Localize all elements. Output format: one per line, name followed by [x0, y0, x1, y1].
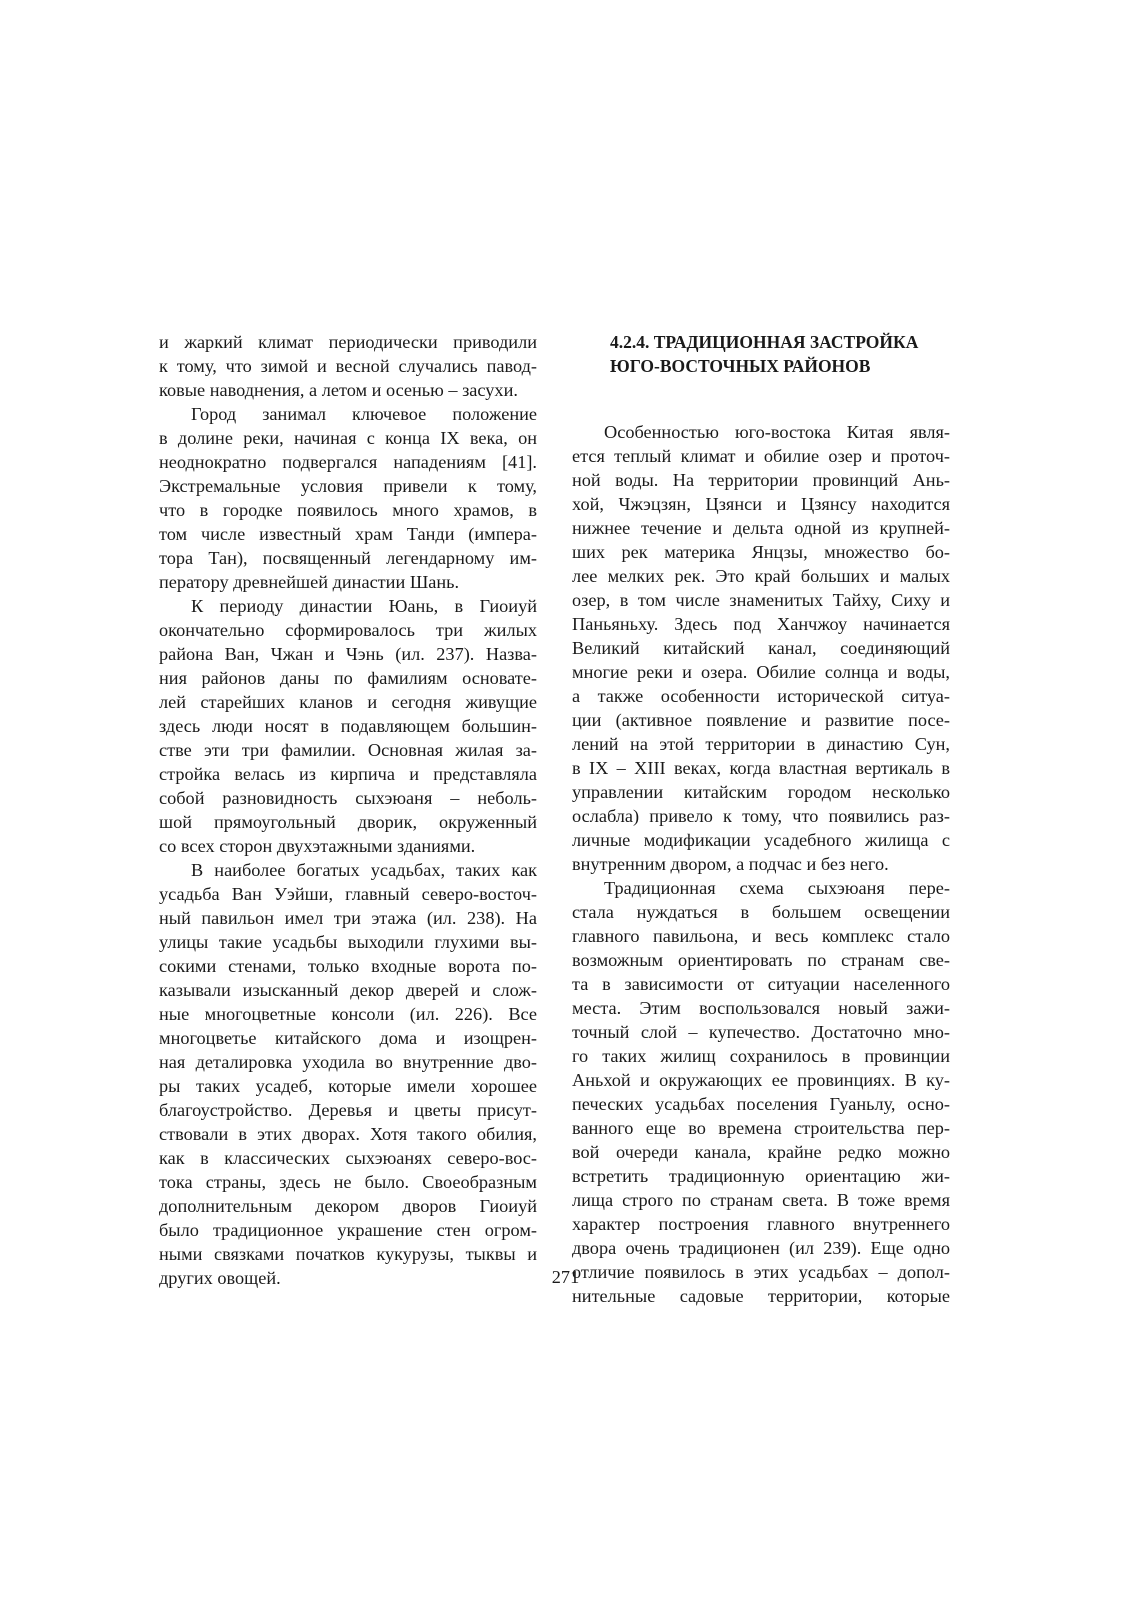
section-heading-line-1: 4.2.4. ТРАДИЦИОННАЯ ЗАСТРОЙКА	[610, 332, 919, 352]
text-line: ператору древнейшей династии Шань.	[159, 572, 460, 592]
text-line: ции (активное появление и развитие посе-	[572, 710, 950, 730]
text-line: в долине реки, начиная с конца IX века, он	[159, 428, 537, 448]
text-line: Город занимал ключевое положение	[191, 404, 537, 424]
text-line: главного павильона, и весь комплекс стало	[572, 926, 950, 946]
text-line: стве эти три фамилии. Основная жилая за-	[159, 740, 537, 760]
text-line: точный слой – купечество. Достаточно мно-	[572, 1022, 950, 1042]
text-line: возможным ориентировать по странам све-	[572, 950, 950, 970]
text-line: личные модификации усадебного жилища с	[572, 830, 950, 850]
text-line: места. Этим воспользовался новый зажи-	[572, 998, 950, 1018]
text-line: нительные садовые территории, которые	[572, 1286, 950, 1306]
text-line: хой, Чжэцзян, Цзянси и Цзянсу находится	[572, 494, 950, 514]
text-line: неоднократно подвергался нападениям [41].	[159, 452, 537, 472]
page-number: 271	[551, 1267, 580, 1287]
text-line: к тому, что зимой и весной случались павод-	[159, 356, 537, 376]
text-line: Великий китайский канал, соединяющий	[572, 638, 950, 658]
text-line: ры таких усадеб, которые имели хорошее	[159, 1076, 537, 1096]
text-line: характер построения главного внутреннего	[572, 1214, 950, 1234]
heading-spacer	[572, 378, 950, 420]
text-line: дополнительным декором дворов Гиоиуй	[159, 1196, 537, 1216]
text-line: ствовали в этих дворах. Хотя такого обилия,	[159, 1124, 537, 1144]
text-line: двора очень традиционен (ил 239). Еще одно	[572, 1238, 950, 1258]
text-line: стала нуждаться в большем освещении	[572, 902, 950, 922]
text-line: К периоду династии Юань, в Гиоиуй	[191, 596, 537, 616]
text-line: внутренним двором, а подчас и без него.	[572, 854, 889, 874]
text-line: Аньхой и окружающих ее провинциях. В ку-	[572, 1070, 950, 1090]
text-line: здесь люди носят в подавляющем большин-	[159, 716, 537, 736]
text-line: а также особенности исторической ситуа-	[572, 686, 950, 706]
text-line: Паньяньху. Здесь под Ханчжоу начинается	[572, 614, 950, 634]
text-line: собой разновидность сыхэюаня – неболь-	[159, 788, 537, 808]
text-line: ной воды. На территории провинций Ань-	[572, 470, 950, 490]
text-line: как в классических сыхэюанях северо-вос-	[159, 1148, 537, 1168]
text-line: Традиционная схема сыхэюаня пере-	[604, 878, 950, 898]
text-line: вой очереди канала, крайне редко можно	[572, 1142, 950, 1162]
text-line: лей старейших кланов и сегодня живущие	[159, 692, 537, 712]
text-line: шой прямоугольный дворик, окруженный	[159, 812, 537, 832]
text-line: ванного еще во времена строительства пер-	[572, 1118, 950, 1138]
text-line: было традиционное украшение стен огром-	[159, 1220, 537, 1240]
text-line: ших рек материка Янцзы, множество бо-	[572, 542, 950, 562]
text-line: ется теплый климат и обилие озер и проточ-	[572, 446, 950, 466]
text-line: тора Тан), посвященный легендарному им-	[159, 548, 537, 568]
text-line: лища строго по странам света. В тоже время	[572, 1190, 950, 1210]
text-line: сокими стенами, только входные ворота по-	[159, 956, 537, 976]
text-line: многие реки и озера. Обилие солнца и воды,	[572, 662, 950, 682]
text-line: В наиболее богатых усадьбах, таких как	[191, 860, 537, 880]
text-line: тока страны, здесь не было. Своеобразным	[159, 1172, 537, 1192]
text-line: благоустройство. Деревья и цветы присут-	[159, 1100, 537, 1120]
text-line: казывали изысканный декор дверей и слож-	[159, 980, 537, 1000]
text-line: других овощей.	[159, 1268, 281, 1288]
text-line: Особенностью юго-востока Китая явля-	[604, 422, 950, 442]
text-line: ковые наводнения, а летом и осенью – засухи.	[159, 380, 518, 400]
text-line: печеских усадьбах поселения Гуаньлу, осно-	[572, 1094, 950, 1114]
text-line: ния районов даны по фамилиям основате-	[159, 668, 537, 688]
text-line: Экстремальные условия привели к тому,	[159, 476, 537, 496]
text-line: стройка велась из кирпича и представляла	[159, 764, 537, 784]
text-line: та в зависимости от ситуации населенного	[572, 974, 950, 994]
text-line: лее мелких рек. Это край больших и малых	[572, 566, 950, 586]
right-column-body	[572, 420, 950, 1308]
text-line: том числе известный храм Танди (импера-	[159, 524, 537, 544]
text-line: и жаркий климат периодически приводили	[159, 332, 537, 352]
text-line: улицы такие усадьбы выходили глухими вы-	[159, 932, 537, 952]
text-line: управлении китайским городом несколько	[572, 782, 950, 802]
right-text-column	[572, 330, 950, 1308]
text-line: ная деталировка уходила во внутренние дво-	[159, 1052, 537, 1072]
text-line: в IX – XIII веках, когда властная вертикаль в	[572, 758, 950, 778]
text-line: ные многоцветные консоли (ил. 226). Все	[159, 1004, 537, 1024]
text-line: озер, в том числе знаменитых Тайху, Сиху и	[572, 590, 950, 610]
text-line: лений на этой территории в династию Сун,	[572, 734, 950, 754]
text-line: ослабла) привело к тому, что появились раз-	[572, 806, 950, 826]
text-line: ными связками початков кукурузы, тыквы и	[159, 1244, 537, 1264]
text-line: многоцветье китайского дома и изощрен-	[159, 1028, 537, 1048]
text-line: ный павильон имел три этажа (ил. 238). На	[159, 908, 537, 928]
text-line: усадьба Ван Уэйши, главный северо-восточ-	[159, 884, 537, 904]
text-line: встретить традиционную ориентацию жи-	[572, 1166, 950, 1186]
text-line: со всех сторон двухэтажными зданиями.	[159, 836, 476, 856]
text-line: го таких жилищ сохранилось в провинции	[572, 1046, 950, 1066]
text-line: что в городке появилось много храмов, в	[159, 500, 537, 520]
text-line: отличие появилось в этих усадьбах – допол-	[572, 1262, 950, 1282]
text-line: района Ван, Чжан и Чэнь (ил. 237). Назва-	[159, 644, 537, 664]
left-text-column	[159, 330, 537, 1290]
text-line: нижнее течение и дельта одной из крупней-	[572, 518, 950, 538]
text-line: окончательно сформировалось три жилых	[159, 620, 537, 640]
section-heading-line-2: ЮГО-ВОСТОЧНЫХ РАЙОНОВ	[610, 356, 871, 376]
